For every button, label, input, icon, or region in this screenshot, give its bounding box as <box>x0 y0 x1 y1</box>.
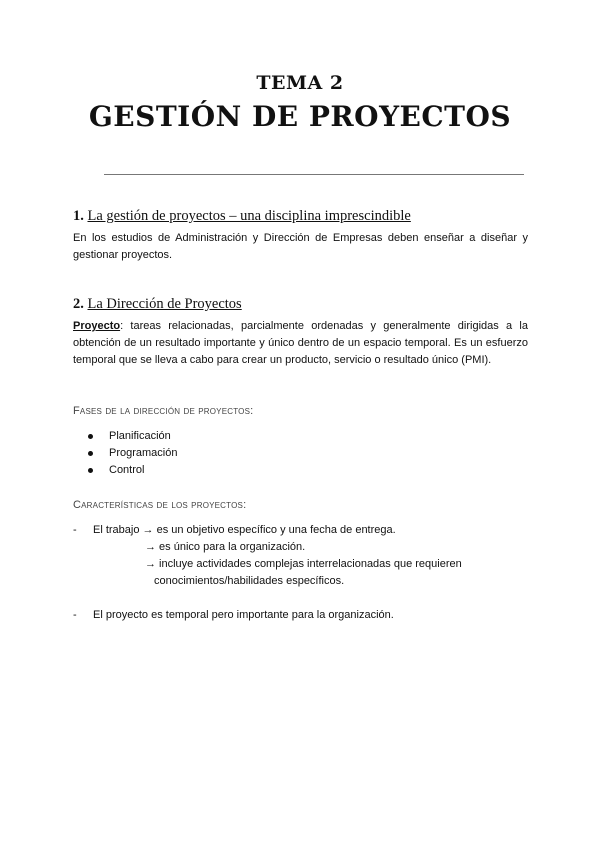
list-item <box>88 445 177 462</box>
list-item <box>88 462 177 479</box>
section-1-paragraph: En los estudios de Administración y Dirección de Empresas deben enseñar a diseñar y gestionar proyectos. <box>73 232 528 261</box>
section-2-number: 2. <box>73 296 84 312</box>
section-2-heading <box>73 296 242 313</box>
page-title: GESTIÓN DE PROYECTOS <box>88 100 512 133</box>
bullet-icon <box>88 451 93 456</box>
caracteristica-sub-2-cont: conocimientos/habilidades específicos. <box>154 575 345 587</box>
section-2-title: La Dirección de Proyectos <box>87 296 242 312</box>
title-divider <box>104 174 524 175</box>
caracteristica-item-1-text: El trabajo → es un objetivo específico y una fecha de entrega. <box>93 524 396 536</box>
dash-marker: - <box>73 609 77 621</box>
dash-marker: - <box>73 524 77 536</box>
list-item-label: Programación <box>109 447 178 459</box>
caracteristica-sub-2: → incluye actividades complejas interrelacionadas que requieren <box>145 558 462 570</box>
caracteristica-sub-1: → es único para la organización. <box>145 541 306 553</box>
definition-term: Proyecto <box>73 320 121 332</box>
list-item-label: Planificación <box>109 430 171 442</box>
caracteristica-item-1 <box>73 522 533 539</box>
caracteristicas-heading: Características de los proyectos: <box>73 499 247 511</box>
definition-text: : tareas relacionadas, parcialmente ordenadas y generalmente dirigidas a la obtención de un resultado importante y único dentro de un espacio temporal. Es un esfuerzo temporal que se lleva a cabo para crear un producto, servicio o resultado único (PMI). <box>73 320 528 366</box>
title-block <box>0 72 600 133</box>
section-1-number: 1. <box>73 208 84 224</box>
fases-heading: Fases de la dirección de proyectos: <box>73 405 254 417</box>
section-1-title: La gestión de proyectos – una disciplina imprescindible <box>87 208 411 224</box>
bullet-icon <box>88 468 93 473</box>
caracteristica-item-2-text: El proyecto es temporal pero importante para la organización. <box>93 609 394 621</box>
caracteristica-item-2 <box>73 607 533 624</box>
fases-list <box>88 428 177 479</box>
section-2-paragraph <box>73 318 528 369</box>
list-item <box>88 428 177 445</box>
topic-number: TEMA 2 <box>256 72 344 94</box>
list-item-label: Control <box>109 464 145 476</box>
bullet-icon <box>88 434 93 439</box>
section-1-heading <box>73 208 411 225</box>
